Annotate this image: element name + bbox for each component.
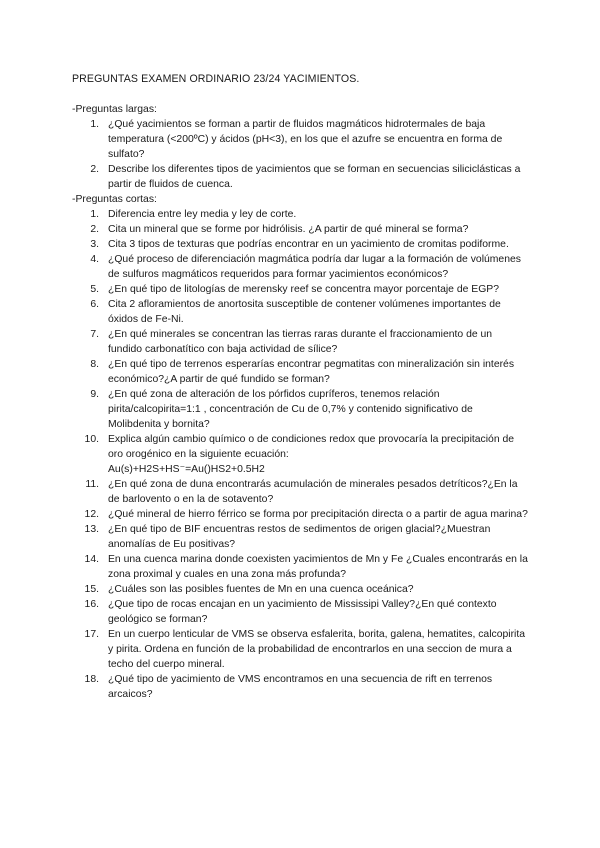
document-title: PREGUNTAS EXAMEN ORDINARIO 23/24 YACIMIENTOS. — [72, 73, 360, 85]
list-item — [72, 582, 528, 597]
list-item — [72, 432, 528, 477]
list-item — [72, 297, 528, 327]
item-number: 11. — [85, 479, 99, 490]
item-text: ¿En qué tipo de BIF encuentras restos de sedimentos de origen glacial?¿Muestran anomalías de Eu positivas? — [108, 524, 491, 550]
list-item — [72, 627, 528, 672]
item-number: 7. — [90, 329, 99, 340]
item-text: ¿En qué zona de duna encontrarás acumulación de minerales pesados detríticos?¿En la de barlovento o en la de sotavento? — [108, 479, 518, 505]
list-item — [72, 252, 528, 282]
item-number: 9. — [90, 389, 99, 400]
document-page — [72, 72, 528, 702]
list-item — [72, 507, 528, 522]
list-item — [72, 282, 528, 297]
item-text: Cita 3 tipos de texturas que podrías encontrar en un yacimiento de cromitas podiforme. — [108, 239, 509, 250]
item-number: 17. — [84, 629, 99, 640]
item-text: ¿Cuáles son las posibles fuentes de Mn en una cuenca oceánica? — [108, 584, 414, 595]
long-questions-list — [72, 117, 528, 192]
item-number: 15. — [84, 584, 99, 595]
section-heading-long: -Preguntas largas: — [72, 104, 157, 115]
item-number: 2. — [90, 164, 99, 175]
list-item — [72, 357, 528, 387]
item-number: 8. — [90, 359, 99, 370]
list-item — [72, 552, 528, 582]
item-text: ¿En qué zona de alteración de los pórfidos cupríferos, tenemos relación pirita/calcopirita=1:1 , concentración de Cu de 0,7% y contenido significativo de Molibdenita y bornita? — [108, 389, 473, 430]
item-number: 5. — [90, 284, 99, 295]
list-item — [72, 207, 528, 222]
item-text: ¿Qué tipo de yacimiento de VMS encontramos en una secuencia de rift en terrenos arcaicos? — [108, 674, 493, 700]
item-text: Explica algún cambio químico o de condiciones redox que provocaría la precipitación de oro orogénico en la siguiente ecuación: — [108, 434, 515, 460]
item-text: ¿En qué tipo de terrenos esperarías encontrar pegmatitas con mineralización sin interés económico?¿A partir de qué fundido se forman? — [108, 359, 515, 385]
item-text: Diferencia entre ley media y ley de corte. — [108, 209, 297, 220]
list-item — [72, 672, 528, 702]
list-item — [72, 597, 528, 627]
item-text: En una cuenca marina donde coexisten yacimientos de Mn y Fe ¿Cuales encontrarás en la zona proximal y cuales en una zona más profunda? — [108, 554, 528, 580]
section-heading-short: -Preguntas cortas: — [72, 194, 157, 205]
item-text: ¿Que tipo de rocas encajan en un yacimiento de Mississipi Valley?¿En qué contexto geológico se forman? — [108, 599, 497, 625]
item-number: 3. — [90, 239, 99, 250]
equation: Au(s)+H2S+HS⁻=Au()HS2+0.5H2 — [108, 464, 265, 475]
list-item — [72, 222, 528, 237]
list-item — [72, 387, 528, 432]
list-item — [72, 117, 528, 162]
item-text: Cita un mineral que se forme por hidrólisis. ¿A partir de qué mineral se forma? — [108, 224, 469, 235]
item-number: 1. — [90, 209, 99, 220]
list-item — [72, 327, 528, 357]
item-number: 4. — [90, 254, 99, 265]
item-text: ¿En qué minerales se concentran las tierras raras durante el fraccionamiento de un fundido carbonatítico con baja actividad de sílice? — [108, 329, 493, 355]
item-text: ¿Qué yacimientos se forman a partir de fluidos magmáticos hidrotermales de baja temperatura (<200ºC) y ácidos (pH<3), en los que el azufre se encuentra en forma de sulfato? — [108, 119, 503, 160]
item-text: ¿Qué proceso de diferenciación magmática podría dar lugar a la formación de volúmenes de sulfuros magmáticos requeridos para formar yacimientos económicos? — [108, 254, 521, 280]
list-item — [72, 237, 528, 252]
item-text: Describe los diferentes tipos de yacimientos que se forman en secuencias siliciclásticas a partir de fluidos de cuenca. — [108, 164, 521, 190]
list-item — [72, 477, 528, 507]
item-number: 18. — [84, 674, 99, 685]
item-number: 10. — [84, 434, 99, 445]
list-item — [72, 522, 528, 552]
list-item — [72, 162, 528, 192]
short-questions-list — [72, 207, 528, 702]
item-number: 1. — [90, 119, 99, 130]
item-number: 16. — [84, 599, 99, 610]
item-text: En un cuerpo lenticular de VMS se observa esfalerita, borita, galena, hematites, calcopirita y pirita. Ordena en función de la probabilidad de encontrarlos en una seccion de mura a techo del cuerpo mineral. — [108, 629, 526, 670]
item-text: ¿Qué mineral de hierro férrico se forma por precipitación directa o a partir de agua marina? — [108, 509, 528, 520]
item-text: Cita 2 afloramientos de anortosita susceptible de contener volúmenes importantes de óxidos de Fe-Ni. — [108, 299, 501, 325]
item-number: 14. — [84, 554, 99, 565]
item-number: 12. — [84, 509, 99, 520]
item-number: 2. — [90, 224, 99, 235]
item-number: 6. — [90, 299, 99, 310]
item-text: ¿En qué tipo de litologías de merensky reef se concentra mayor porcentaje de EGP? — [108, 284, 500, 295]
item-number: 13. — [84, 524, 99, 535]
